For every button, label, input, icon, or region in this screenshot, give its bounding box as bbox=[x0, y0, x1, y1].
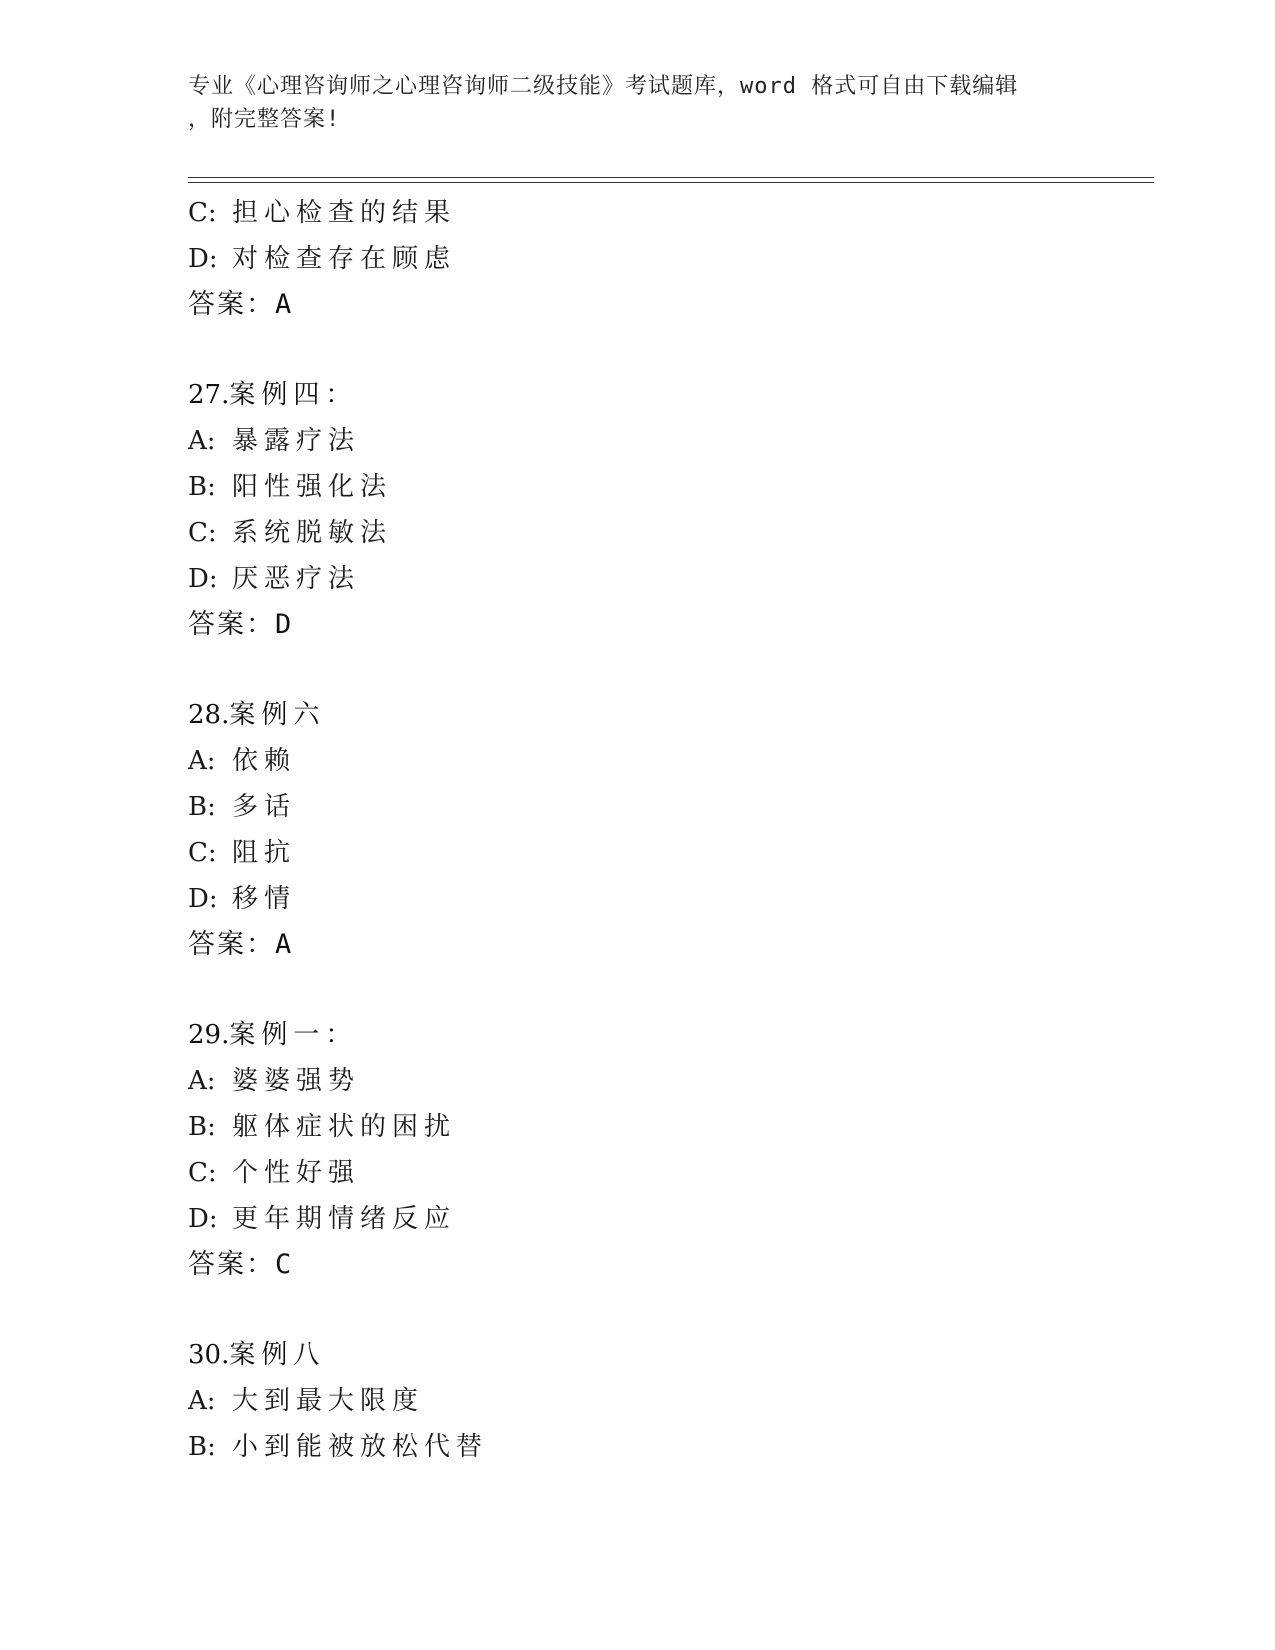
header-divider-bottom bbox=[188, 182, 1154, 183]
option-label: B: bbox=[188, 472, 216, 502]
answer-line bbox=[188, 602, 1148, 648]
option-text: 小到能被放松代替 bbox=[232, 1432, 489, 1462]
option-label: B: bbox=[188, 1432, 216, 1462]
header-line-2: ，附完整答案! bbox=[188, 107, 341, 132]
option-label: C: bbox=[188, 518, 217, 548]
option-b bbox=[188, 1424, 1148, 1470]
question-title bbox=[188, 372, 1148, 418]
option-d bbox=[188, 876, 1148, 922]
answer-label: 答案： bbox=[188, 609, 275, 640]
option-text: 对检查存在顾虑 bbox=[232, 244, 457, 274]
question-number: 28. bbox=[188, 700, 230, 730]
option-text: 系统脱敏法 bbox=[232, 518, 393, 548]
document-header bbox=[188, 70, 1088, 136]
question-number: 27. bbox=[188, 380, 230, 410]
option-text: 厌恶疗法 bbox=[232, 564, 361, 594]
question-26-continuation bbox=[188, 190, 1148, 328]
option-a bbox=[188, 1378, 1148, 1424]
option-label: C: bbox=[188, 1158, 217, 1188]
option-label: D: bbox=[188, 564, 218, 594]
option-label: D: bbox=[188, 884, 218, 914]
answer-value: D bbox=[275, 609, 292, 640]
question-29 bbox=[188, 1012, 1148, 1288]
option-text: 躯体症状的困扰 bbox=[232, 1112, 457, 1142]
option-d bbox=[188, 236, 1148, 282]
answer-line bbox=[188, 1242, 1148, 1288]
option-label: D: bbox=[188, 1204, 218, 1234]
answer-value: C bbox=[275, 1249, 292, 1280]
option-a bbox=[188, 418, 1148, 464]
question-text: 案例六 bbox=[229, 700, 326, 730]
question-title bbox=[188, 1332, 1148, 1378]
option-label: B: bbox=[188, 792, 216, 822]
option-a bbox=[188, 1058, 1148, 1104]
answer-line bbox=[188, 282, 1148, 328]
option-text: 阻抗 bbox=[232, 838, 297, 868]
question-27 bbox=[188, 372, 1148, 648]
header-line-1: 专业《心理咨询师之心理咨询师二级技能》考试题库，word 格式可自由下载编辑 bbox=[188, 74, 1019, 99]
answer-label: 答案： bbox=[188, 289, 275, 320]
option-text: 多话 bbox=[232, 792, 297, 822]
question-title bbox=[188, 692, 1148, 738]
question-text: 案例一： bbox=[229, 1020, 358, 1050]
question-text: 案例八 bbox=[229, 1340, 326, 1370]
option-b bbox=[188, 784, 1148, 830]
option-label: A: bbox=[188, 746, 216, 776]
option-b bbox=[188, 464, 1148, 510]
option-text: 依赖 bbox=[232, 746, 297, 776]
option-b bbox=[188, 1104, 1148, 1150]
option-text: 婆婆强势 bbox=[232, 1066, 361, 1096]
option-label: C: bbox=[188, 198, 217, 228]
option-c bbox=[188, 830, 1148, 876]
answer-value: A bbox=[275, 289, 292, 320]
question-title bbox=[188, 1012, 1148, 1058]
option-label: A: bbox=[188, 1386, 216, 1416]
option-label: A: bbox=[188, 426, 216, 456]
option-text: 暴露疗法 bbox=[232, 426, 361, 456]
option-label: A: bbox=[188, 1066, 216, 1096]
option-label: D: bbox=[188, 244, 218, 274]
question-text: 案例四： bbox=[229, 380, 358, 410]
option-text: 更年期情绪反应 bbox=[232, 1204, 457, 1234]
question-list bbox=[188, 190, 1148, 1470]
option-c bbox=[188, 190, 1148, 236]
option-text: 大到最大限度 bbox=[232, 1386, 425, 1416]
option-d bbox=[188, 1196, 1148, 1242]
header-divider-top bbox=[188, 177, 1154, 178]
option-text: 担心检查的结果 bbox=[232, 198, 457, 228]
option-a bbox=[188, 738, 1148, 784]
option-text: 阳性强化法 bbox=[232, 472, 393, 502]
option-label: B: bbox=[188, 1112, 216, 1142]
question-28 bbox=[188, 692, 1148, 968]
option-text: 个性好强 bbox=[232, 1158, 361, 1188]
question-number: 30. bbox=[188, 1340, 230, 1370]
option-c bbox=[188, 510, 1148, 556]
answer-line bbox=[188, 922, 1148, 968]
question-30 bbox=[188, 1332, 1148, 1470]
option-text: 移情 bbox=[232, 884, 297, 914]
answer-label: 答案： bbox=[188, 929, 275, 960]
answer-label: 答案： bbox=[188, 1249, 275, 1280]
answer-value: A bbox=[275, 929, 292, 960]
question-number: 29. bbox=[188, 1020, 230, 1050]
option-c bbox=[188, 1150, 1148, 1196]
option-d bbox=[188, 556, 1148, 602]
option-label: C: bbox=[188, 838, 217, 868]
